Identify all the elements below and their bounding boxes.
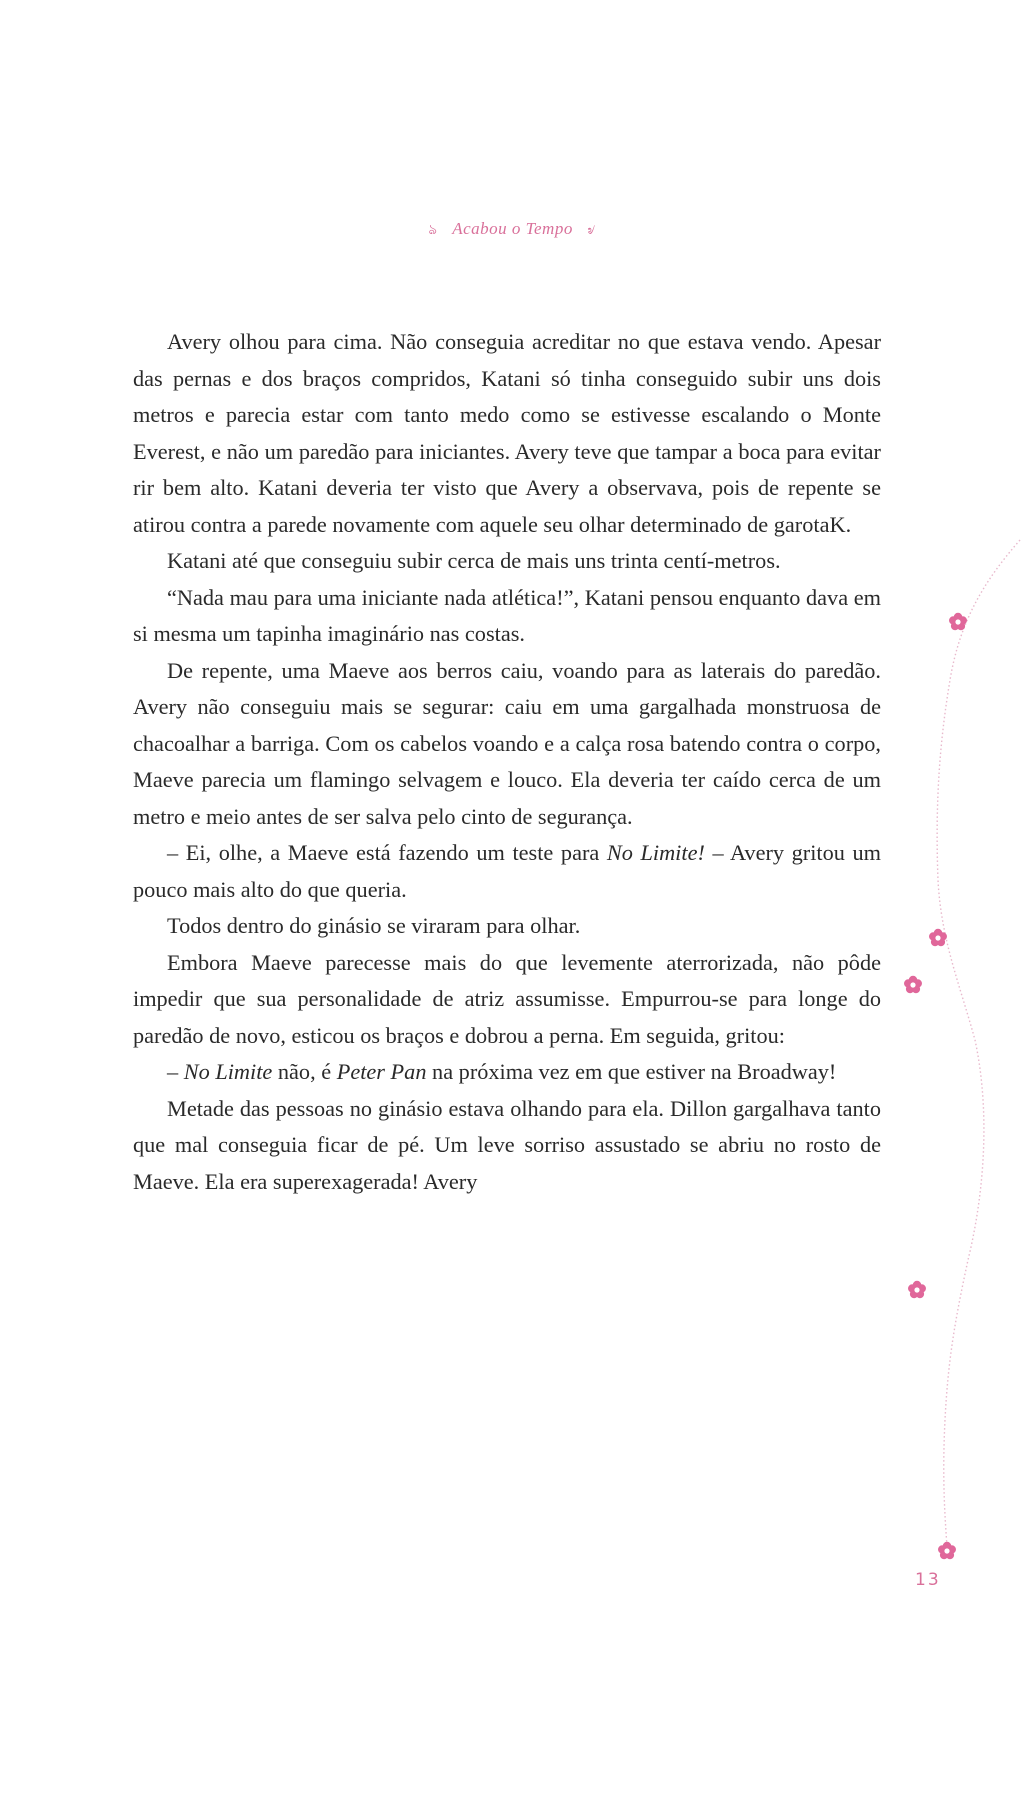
flower-icon xyxy=(938,1542,956,1559)
flower-icon xyxy=(904,976,922,993)
paragraph xyxy=(133,1091,881,1201)
italic-title: Peter Pan xyxy=(336,1059,427,1084)
text-run: De repente, uma Maeve aos berros caiu, voando para as laterais do paredão. Avery não conseguiu mais se segurar: caiu em uma gargalhada monstruosa de chacoalhar a barriga. Com os cabelos voando e a calça rosa batendo contra o corpo, Maeve parecia um flamingo selvagem e louco. Ela deveria ter caído cerca de um metro e meio antes de ser salva pelo cinto de segurança. xyxy=(133,657,881,829)
paragraph xyxy=(133,908,881,945)
text-run: na próxima vez em que estiver na Broadway! xyxy=(426,1059,837,1084)
paragraph xyxy=(133,543,881,580)
page-number: 13 xyxy=(915,1570,941,1590)
text-run: – Avery gritou um pouco mais alto do que queria. xyxy=(133,840,881,902)
paragraph xyxy=(133,1054,881,1091)
flower-icons xyxy=(904,613,967,1559)
text-run: – xyxy=(167,1059,184,1084)
paragraph xyxy=(133,653,881,836)
text-run: Metade das pessoas no ginásio estava olhando para ela. Dillon gargalhava tanto que mal conseguia ficar de pé. Um leve sorriso assustado se abriu no rosto de Maeve. Ela era superexagerada! Avery xyxy=(133,1095,881,1194)
paragraph xyxy=(133,580,881,653)
paragraph xyxy=(133,835,881,908)
vine-line-icon xyxy=(937,540,1020,1560)
italic-title: No Limite! xyxy=(606,840,705,865)
paragraph xyxy=(133,324,881,543)
flower-icon xyxy=(908,1281,926,1298)
text-run: Embora Maeve parecesse mais do que levemente aterrorizada, não pôde impedir que sua personalidade de atriz assumisse. Empurrou-se para longe do paredão de novo, esticou os braços e dobrou a perna. Em seguida, gritou: xyxy=(133,949,881,1048)
text-run: Todos dentro do ginásio se viraram para olhar. xyxy=(167,913,581,938)
text-run: não, é xyxy=(272,1059,337,1084)
paragraph xyxy=(133,945,881,1055)
text-run: “Nada mau para uma iniciante nada atlética!”, Katani pensou enquanto dava em si mesma um tapinha imaginário nas costas. xyxy=(133,584,881,646)
running-head xyxy=(0,218,1024,242)
ornament-left-icon: ঌ xyxy=(428,223,438,238)
flower-icon xyxy=(949,613,967,630)
italic-title: No Limite xyxy=(183,1059,273,1084)
text-run: Katani até que conseguiu subir cerca de mais uns trinta centí-metros. xyxy=(167,548,781,573)
running-head-title: Acabou o Tempo xyxy=(452,219,573,238)
ornament-right-icon: ৶ xyxy=(587,223,596,238)
body-text xyxy=(133,324,881,1200)
text-run: – Ei, olhe, a Maeve está fazendo um teste para xyxy=(167,840,607,865)
text-run: Avery olhou para cima. Não conseguia acreditar no que estava vendo. Apesar das pernas e dos braços compridos, Katani só tinha conseguido subir uns dois metros e parecia estar com tanto medo como se estivesse escalando o Monte Everest, e não um paredão para iniciantes. Avery teve que tampar a boca para evitar rir bem alto. Katani deveria ter visto que Avery a observava, pois de repente se atirou contra a parede novamente com aquele seu olhar determinado de garotaK. xyxy=(133,329,881,537)
flower-icon xyxy=(929,929,947,946)
